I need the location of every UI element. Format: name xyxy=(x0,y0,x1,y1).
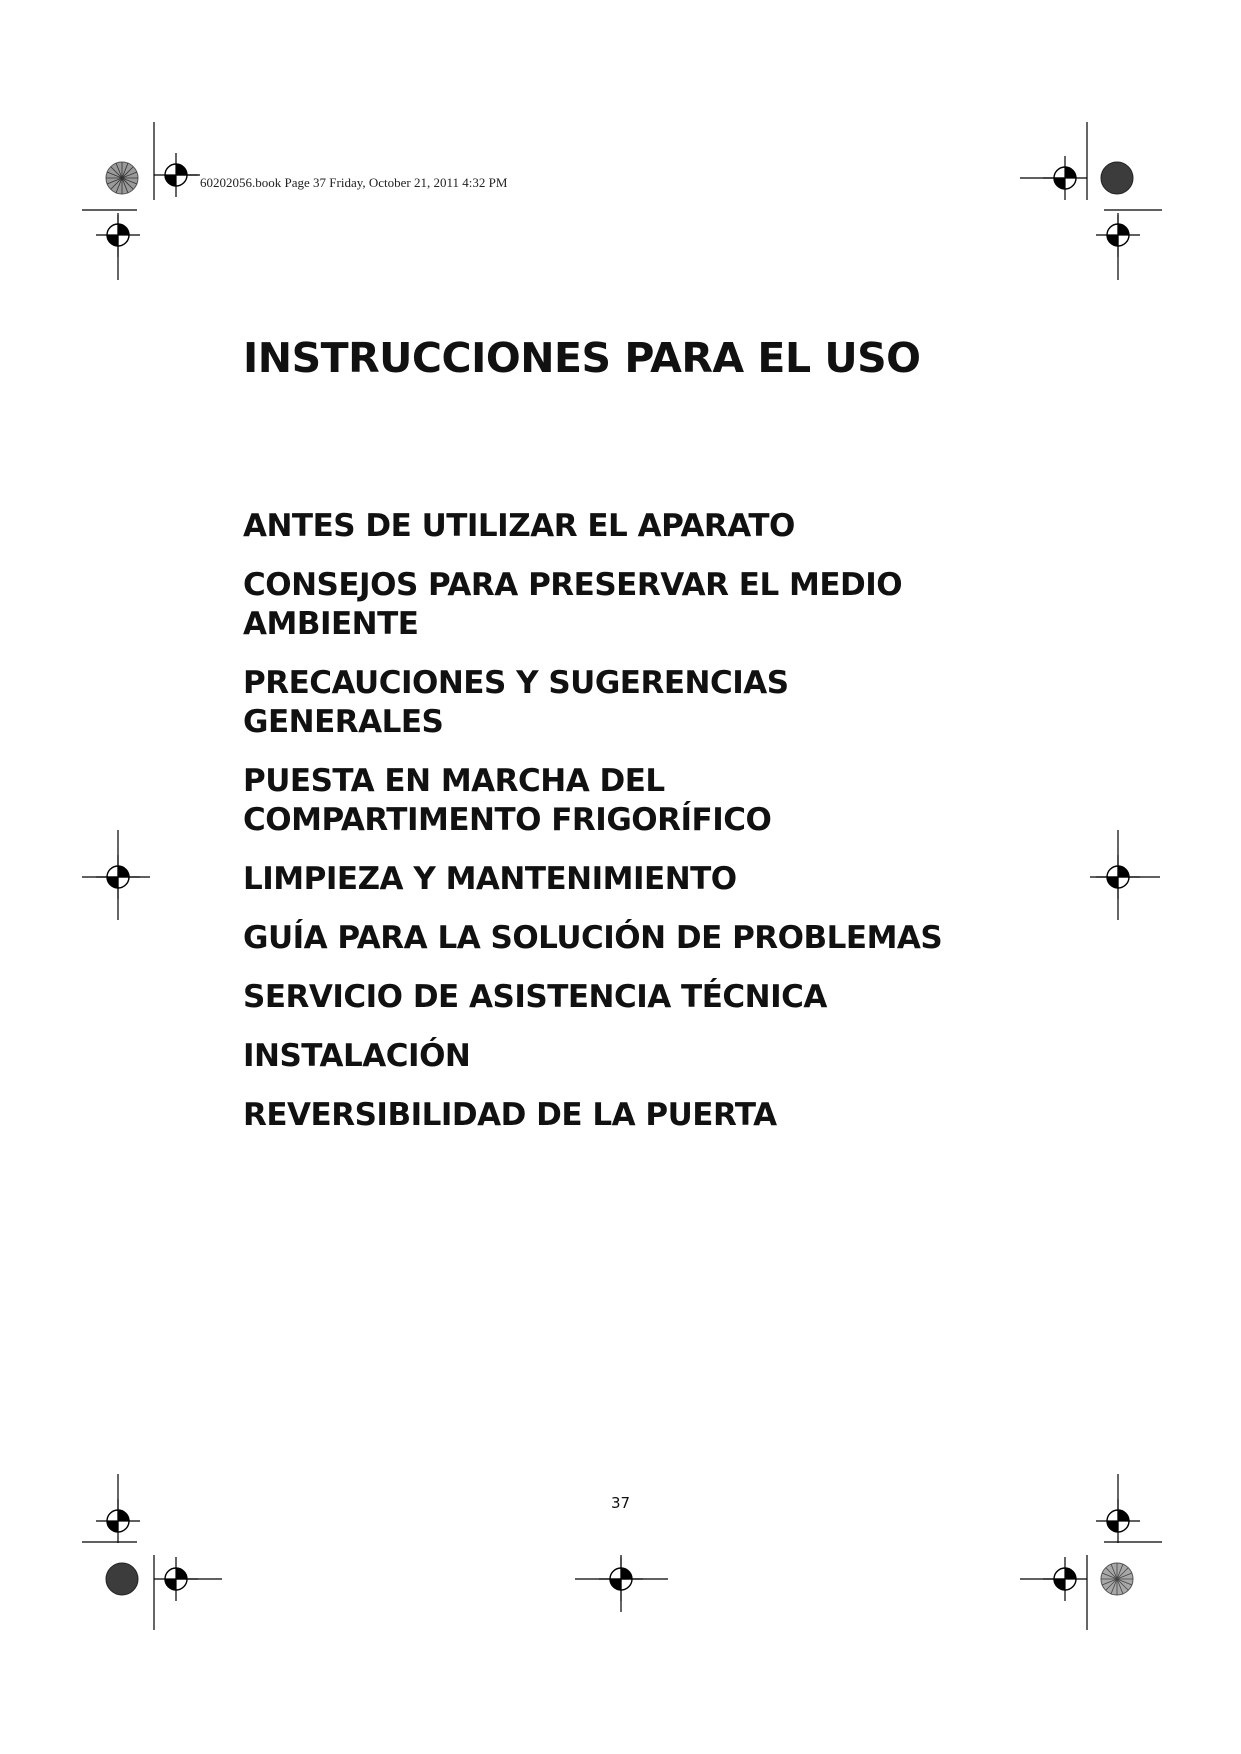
toc-item-puesta-en-marcha: PUESTA EN MARCHA DEL COMPARTIMENTO FRIGORÍFICO xyxy=(243,763,772,838)
color-bar-dark-icon xyxy=(106,1563,138,1595)
color-bar-light-icon xyxy=(106,162,138,194)
toc-item-reversibilidad: REVERSIBILIDAD DE LA PUERTA xyxy=(243,1097,777,1133)
toc-item-limpieza: LIMPIEZA Y MANTENIMIENTO xyxy=(243,861,737,897)
toc-item-instalacion: INSTALACIÓN xyxy=(243,1038,471,1074)
page-title: INSTRUCCIONES PARA EL USO xyxy=(243,334,921,382)
registration-mark-icon xyxy=(96,213,140,257)
toc-item-consejos-medio-ambiente: CONSEJOS PARA PRESERVAR EL MEDIO AMBIENTE xyxy=(243,567,903,642)
toc-item-guia-problemas: GUÍA PARA LA SOLUCIÓN DE PROBLEMAS xyxy=(243,920,943,956)
table-of-contents xyxy=(243,507,1123,1155)
toc-item-servicio-asistencia: SERVICIO DE ASISTENCIA TÉCNICA xyxy=(243,979,827,1015)
color-bar-light-icon xyxy=(1101,1563,1133,1595)
print-header-info: 60202056.book Page 37 Friday, October 21, 2011 4:32 PM xyxy=(200,175,508,190)
toc-item-antes-de-utilizar: ANTES DE UTILIZAR EL APARATO xyxy=(243,508,795,544)
toc-item-precauciones: PRECAUCIONES Y SUGERENCIAS GENERALES xyxy=(243,665,789,740)
color-bar-dark-icon xyxy=(1101,162,1133,194)
registration-mark-icon xyxy=(1096,213,1140,257)
page-number: 37 xyxy=(610,1494,631,1512)
